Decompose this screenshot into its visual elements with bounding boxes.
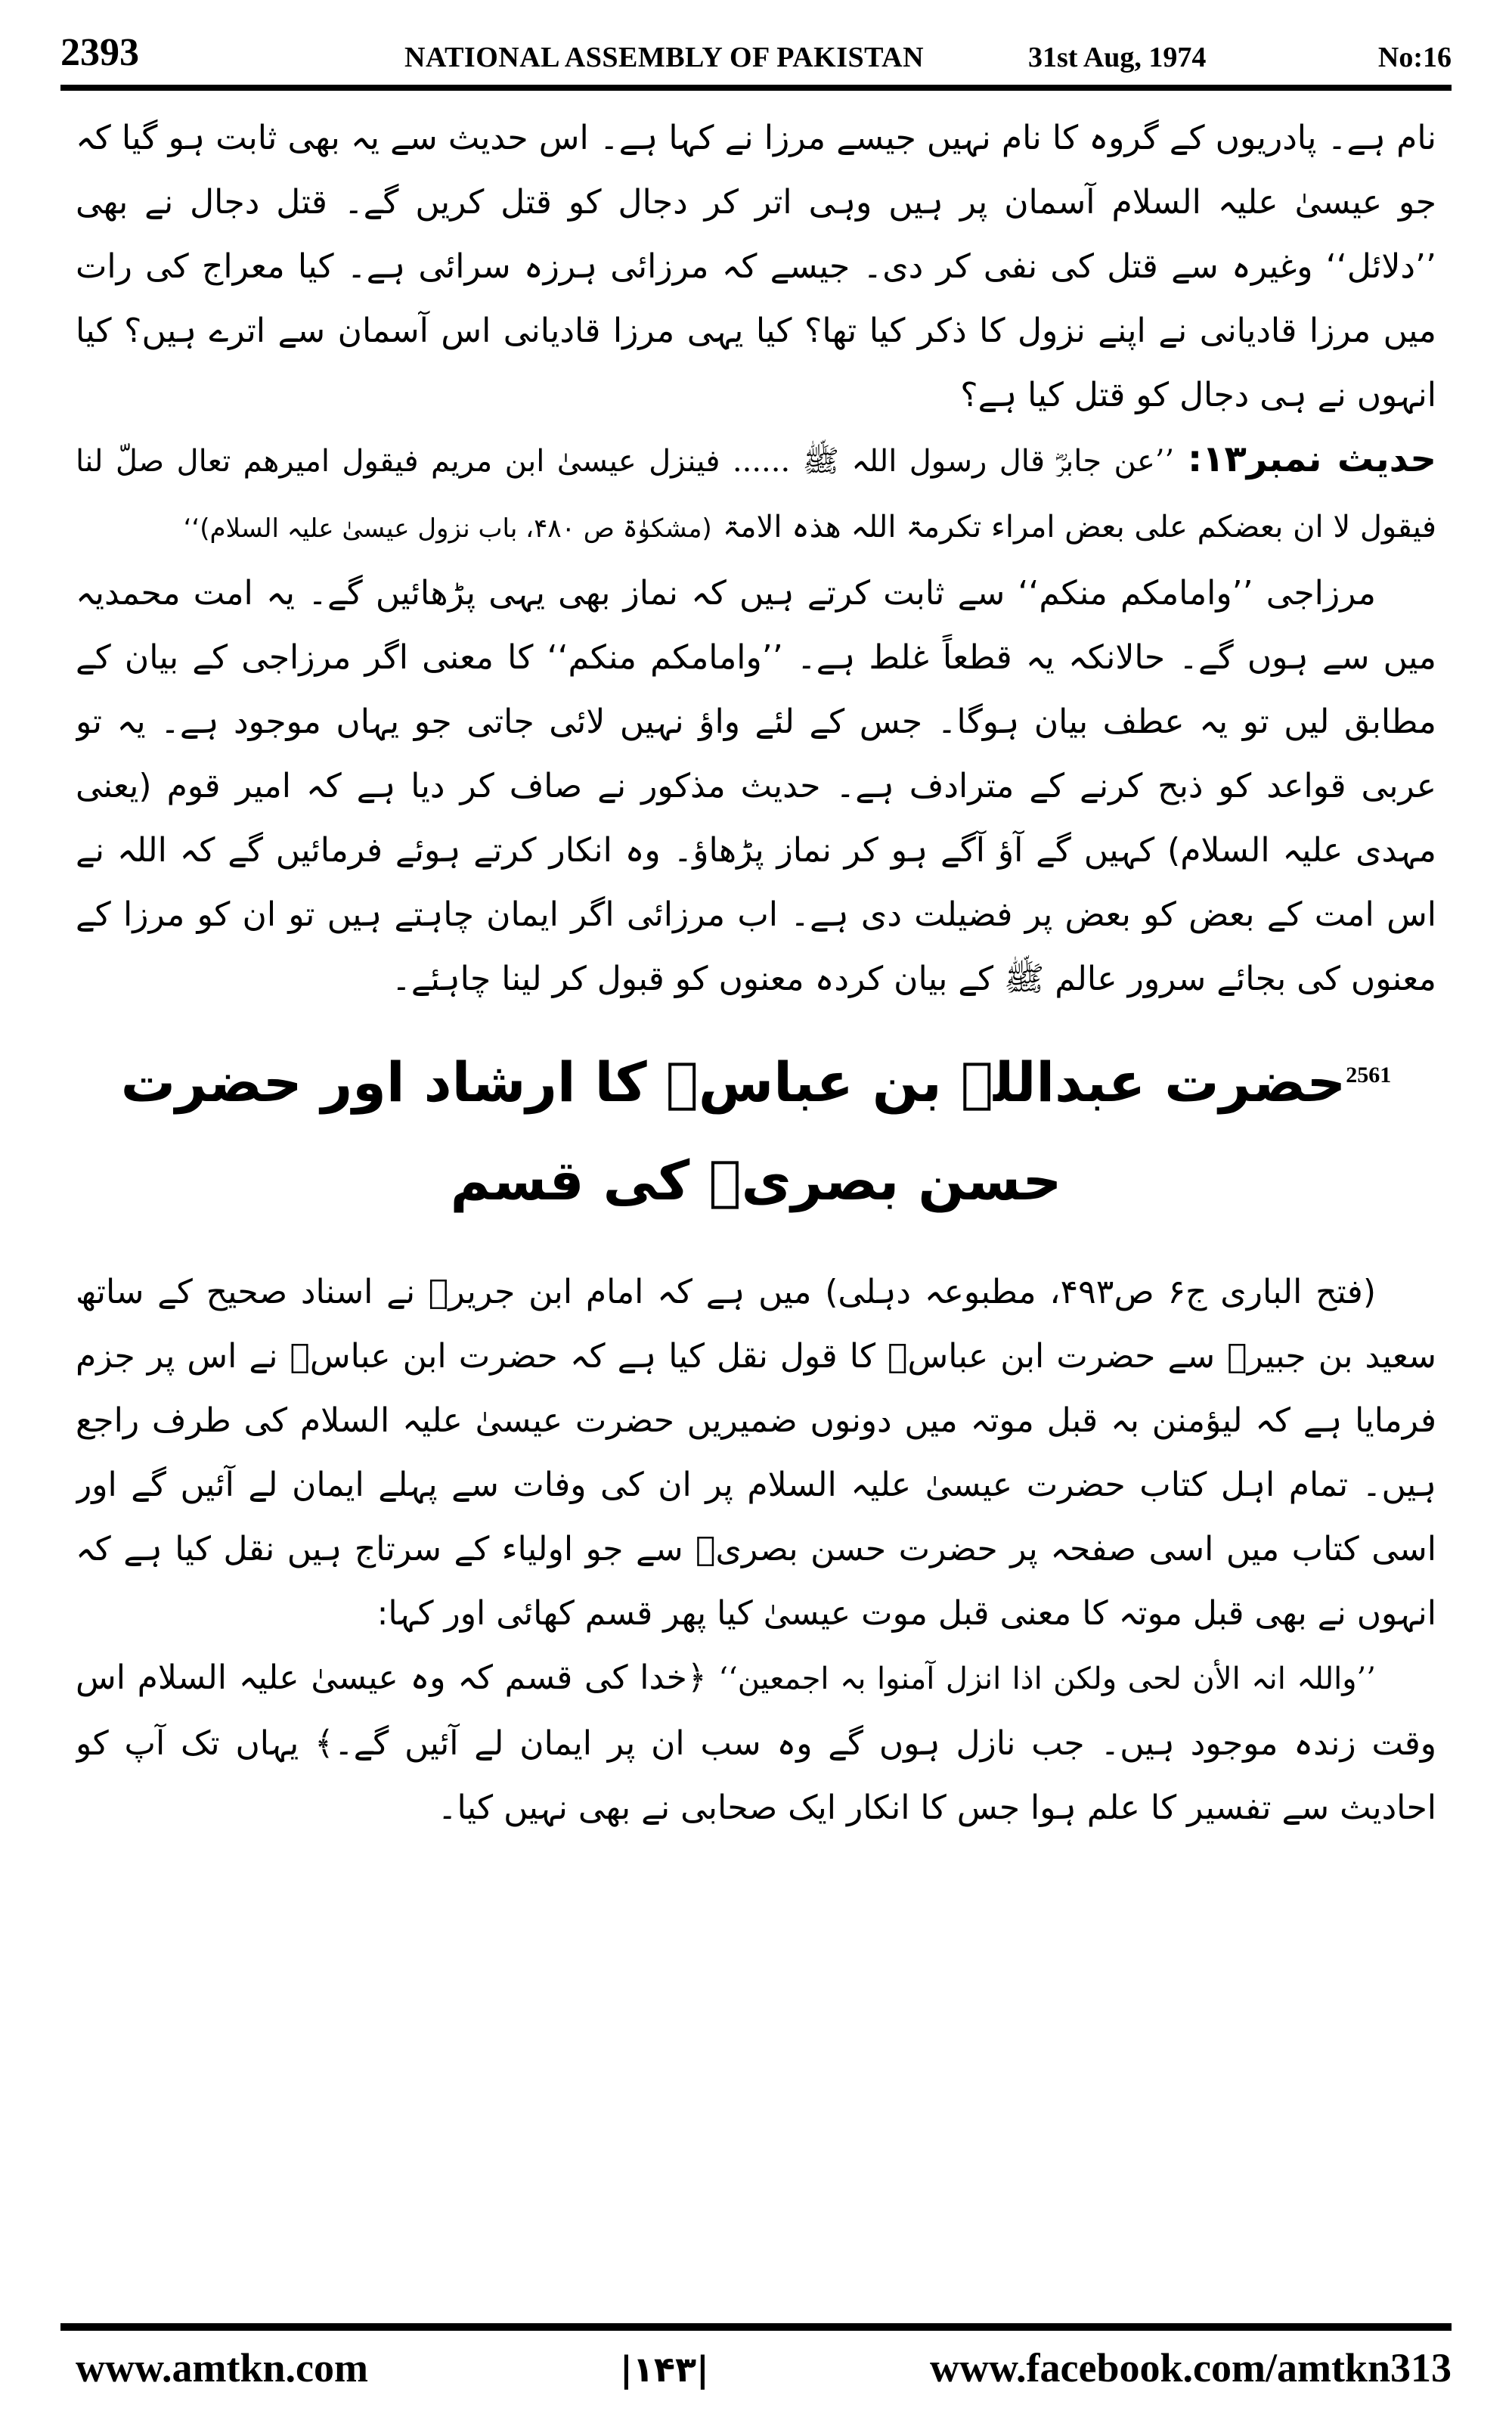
assembly-title: NATIONAL ASSEMBLY OF PAKISTAN (404, 42, 925, 73)
footer-page-marker: |۱۴۳| (620, 2349, 709, 2390)
footer-rule (60, 2323, 1452, 2331)
paragraph-2: مرزاجی ’’وامامکم منکم‘‘ سے ثابت کرتے ہیں کہ نماز بھی یہی پڑھائیں گے۔ یہ امت محمدیہ میں سے ہوں گے۔ حالانکہ یہ قطعاً غلط ہے۔ ’’وامامکم منکم‘‘ کا معنی اگر مرزاجی کے بیان کے مطابق لیں تو یہ عطف بیان ہوگا۔ جس کے لئے واؤ نہیں لائی جاتی جو یہاں موجود ہے۔ یہ تو عربی قواعد کو ذبح کرنے کے مترادف ہے۔ حدیث مذکور نے صاف کر دیا ہے کہ امیر قوم (یعنی مہدی علیہ السلام) کہیں گے آؤ آگے ہو کر نماز پڑھاؤ۔ وہ انکار کرتے ہوئے فرمائیں گے کہ اللہ نے اس امت کے بعض کو بعض پر فضیلت دی ہے۔ اب مرزائی اگر ایمان چاہتے ہیں تو ان کو مرزا کے معنوں کی بجائے سرور عالم ﷺ کے بیان کردہ معنوں کو قبول کر لینا چاہئے۔ (76, 574, 1436, 998)
hadith-label: حدیث نمبر۱۳: (1187, 438, 1436, 480)
paragraph-4: ﴿خدا کی قسم کہ وہ عیسیٰ علیہ السلام اس وقت زندہ موجود ہیں۔ جب نازل ہوں گے وہ سب ان پر ایمان لے آئیں گے۔﴾ یہاں تک آپ کو احادیث سے تفسیر کا علم ہوا جس کا انکار ایک صحابی نے بھی نہیں کیا۔ (76, 1658, 1436, 1827)
heading-text: حضرت عبداللہ بن عباسؓ کا ارشاد اور حضرت حسن بصریؒ کی قسم (120, 1050, 1346, 1212)
page-number: 2393 (60, 31, 139, 74)
paragraph-1: نام ہے۔ پادریوں کے گروہ کا نام نہیں جیسے مرزا نے کہا ہے۔ اس حدیث سے یہ بھی ثابت ہو گیا کہ جو عیسیٰ علیہ السلام آسمان پر ہیں وہی اتر کر دجال کو قتل کریں گے۔ قتل دجال نے بھی ’’دلائل‘‘ وغیرہ سے قتل کی نفی کر دی۔ جیسے کہ مرزائی ہرزہ سرائی ہے۔ کیا معراج کی رات میں مرزا قادیانی نے اپنے نزول کا ذکر کیا تھا؟ کیا یہی مرزا قادیانی اس آسمان سے اترے ہیں؟ کیا انہوں نے ہی دجال کو قتل کیا ہے؟ (76, 119, 1436, 414)
paragraph-3: (فتح الباری ج۶ ص۴۹۳، مطبوعہ دہلی) میں ہے کہ امام ابن جریرؒ نے اسناد صحیح کے ساتھ سعید بن جبیرؒ سے حضرت ابن عباسؓ کا قول نقل کیا ہے کہ حضرت ابن عباسؓ نے اس پر جزم فرمایا ہے کہ لیؤمنن بہ قبل موتہ میں دونوں ضمیریں حضرت عیسیٰ علیہ السلام کی طرف راجع ہیں۔ تمام اہل کتاب حضرت عیسیٰ علیہ السلام پر ان کی وفات سے پہلے ایمان لے آئیں گے اور اسی کتاب میں اسی صفحہ پر حضرت حسن بصریؒ سے جو اولیاء کے سرتاج ہیں نقل کیا ہے کہ انہوں نے بھی قبل موتہ کا معنی قبل موت عیسیٰ کیا پھر قسم کھائی اور کہا: (76, 1273, 1436, 1633)
heading-reference: 2561 (1346, 1063, 1392, 1087)
website-link[interactable]: www.amtkn.com (76, 2345, 368, 2391)
hadith-text: ’’عن جابرؓ قال رسول اللہ ﷺ ...... فینزل عیسیٰ ابن مریم فیقول امیرھم تعال صلّ لنا فیقول لا ان بعضکم علی بعض امراء تکرمۃ اللہ ھذہ الامۃ (76, 444, 1436, 544)
facebook-link[interactable]: www.facebook.com/amtkn313 (930, 2345, 1452, 2391)
quote-block (76, 1646, 1436, 1840)
page-footer (60, 2344, 1452, 2405)
page-header (60, 30, 1452, 91)
section-heading (76, 1026, 1436, 1230)
arabic-quote: ’’واللہ انہ الأن لحی ولکن اذا انزل آمنوا بہ اجمعین‘‘ (718, 1661, 1376, 1696)
page-body (76, 106, 1436, 2307)
hadith-citation: (مشکوٰۃ ص ۴۸۰، باب نزول عیسیٰ علیہ السلام)‘‘ (183, 513, 712, 544)
header-rule (60, 85, 1452, 91)
issue-number: No:16 (1377, 42, 1452, 73)
session-date: 31st Aug, 1974 (1028, 42, 1207, 73)
hadith-block (76, 427, 1436, 561)
